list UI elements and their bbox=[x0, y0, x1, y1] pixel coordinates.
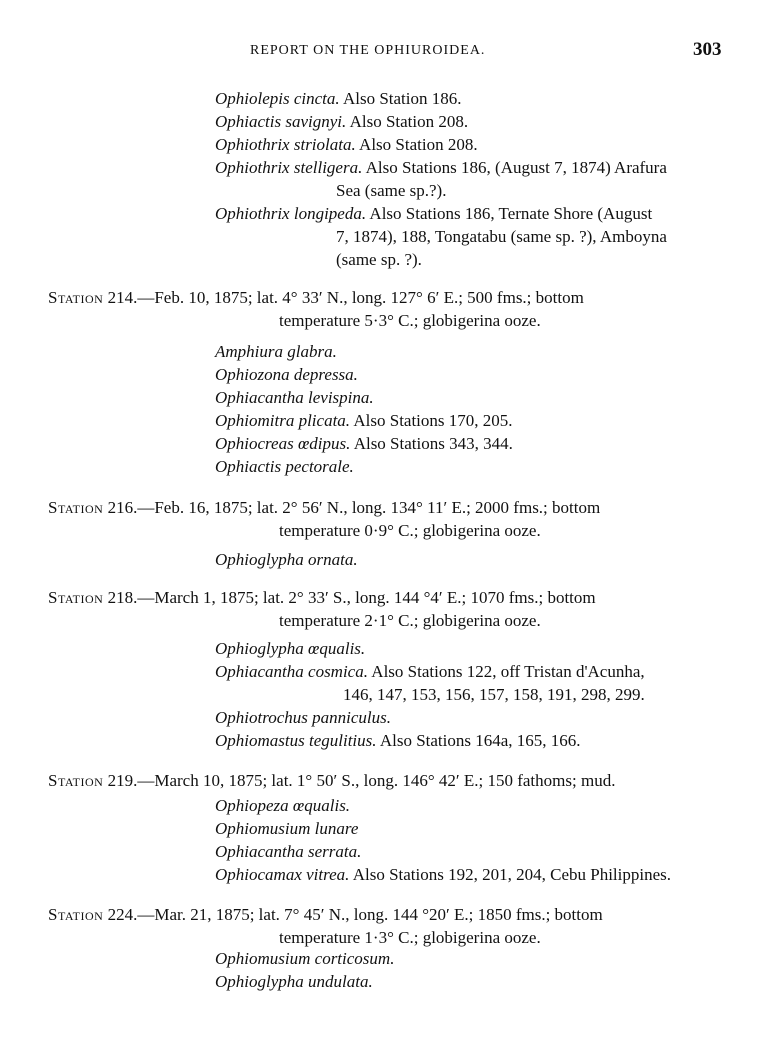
station-details: 218.—March 1, 1875; lat. 2° 33′ S., long. 144 °4′ E.; 1070 fms.; bottom bbox=[107, 588, 596, 607]
species-note-continued: 146, 147, 153, 156, 157, 158, 191, 298, 299. bbox=[343, 685, 645, 704]
species-name: Ophiocamax vitrea. bbox=[215, 865, 350, 884]
species-name: Ophiocreas œdipus. bbox=[215, 434, 351, 453]
species-entry bbox=[215, 134, 478, 156]
species-entry bbox=[215, 730, 581, 752]
species-note: Also Station 208. bbox=[349, 112, 469, 131]
species-name: Ophiotrochus panniculus. bbox=[215, 708, 391, 727]
station-heading bbox=[48, 770, 615, 792]
species-name: Ophiactis pectorale. bbox=[215, 457, 354, 476]
species-note: Also Stations 343, 344. bbox=[353, 434, 513, 453]
species-name: Ophiopeza œqualis. bbox=[215, 796, 351, 815]
station-details-continued: temperature 5·3° C.; globigerina ooze. bbox=[279, 311, 541, 330]
species-note: Also Stations 170, 205. bbox=[353, 411, 513, 430]
species-name: Ophiothrix striolata. bbox=[215, 135, 356, 154]
species-entry bbox=[215, 410, 513, 432]
species-entry bbox=[215, 433, 513, 455]
species-name: Ophiacantha cosmica. bbox=[215, 662, 368, 681]
station-label: Station bbox=[48, 288, 104, 307]
station-heading bbox=[48, 904, 603, 926]
station-label: Station bbox=[48, 588, 104, 607]
station-details-continued: temperature 1·3° C.; globigerina ooze. bbox=[279, 928, 541, 947]
species-name: Ophiacantha levispina. bbox=[215, 388, 374, 407]
species-name: Ophiomusium corticosum. bbox=[215, 949, 395, 968]
species-entry bbox=[215, 157, 667, 179]
page-number: 303 bbox=[693, 39, 722, 60]
station-heading bbox=[48, 497, 600, 519]
species-note-continued: Sea (same sp.?). bbox=[336, 181, 447, 200]
station-label: Station bbox=[48, 498, 104, 517]
species-name: Ophiacantha serrata. bbox=[215, 842, 362, 861]
running-title: REPORT ON THE OPHIUROIDEA. bbox=[250, 43, 486, 58]
species-note-continued: (same sp. ?). bbox=[336, 250, 422, 269]
station-details: 219.—March 10, 1875; lat. 1° 50′ S., long. 146° 42′ E.; 150 fathoms; mud. bbox=[107, 771, 616, 790]
species-entry bbox=[215, 661, 645, 683]
species-entry bbox=[215, 203, 652, 225]
species-note: Also Stations 122, off Tristan d'Acunha, bbox=[371, 662, 645, 681]
species-note: Also Station 186. bbox=[342, 89, 462, 108]
species-name: Ophiothrix stelligera. bbox=[215, 158, 363, 177]
station-details: 224.—Mar. 21, 1875; lat. 7° 45′ N., long. 144 °20′ E.; 1850 fms.; bottom bbox=[107, 905, 603, 924]
species-note-continued: 7, 1874), 188, Tongatabu (same sp. ?), Amboyna bbox=[336, 227, 667, 246]
station-label: Station bbox=[48, 771, 104, 790]
species-name: Ophiolepis cincta. bbox=[215, 89, 340, 108]
station-heading bbox=[48, 287, 584, 309]
species-entry bbox=[215, 88, 462, 110]
species-name: Ophioglypha œqualis. bbox=[215, 639, 366, 658]
station-details: 216.—Feb. 16, 1875; lat. 2° 56′ N., long. 134° 11′ E.; 2000 fms.; bottom bbox=[107, 498, 601, 517]
species-name: Ophioglypha ornata. bbox=[215, 550, 358, 569]
station-heading bbox=[48, 587, 596, 609]
species-note: Also Station 208. bbox=[359, 135, 478, 154]
species-name: Ophiozona depressa. bbox=[215, 365, 358, 384]
species-entry bbox=[215, 111, 468, 133]
species-note: Also Stations 186, Ternate Shore (August bbox=[369, 204, 653, 223]
species-note: Also Stations 186, (August 7, 1874) Arafura bbox=[365, 158, 667, 177]
species-name: Amphiura glabra. bbox=[215, 342, 337, 361]
station-details: 214.—Feb. 10, 1875; lat. 4° 33′ N., long. 127° 6′ E.; 500 fms.; bottom bbox=[107, 288, 584, 307]
species-name: Ophiomitra plicata. bbox=[215, 411, 351, 430]
species-name: Ophiomusium lunare bbox=[215, 819, 359, 838]
species-name: Ophiactis savignyi. bbox=[215, 112, 347, 131]
station-details-continued: temperature 0·9° C.; globigerina ooze. bbox=[279, 521, 541, 540]
species-name: Ophiothrix longipeda. bbox=[215, 204, 367, 223]
station-label: Station bbox=[48, 905, 104, 924]
station-details-continued: temperature 2·1° C.; globigerina ooze. bbox=[279, 611, 541, 630]
species-entry bbox=[215, 864, 671, 886]
species-name: Ophioglypha undulata. bbox=[215, 972, 373, 991]
species-name: Ophiomastus tegulitius. bbox=[215, 731, 377, 750]
species-note: Also Stations 192, 201, 204, Cebu Philippines. bbox=[352, 865, 671, 884]
species-note: Also Stations 164a, 165, 166. bbox=[379, 731, 581, 750]
